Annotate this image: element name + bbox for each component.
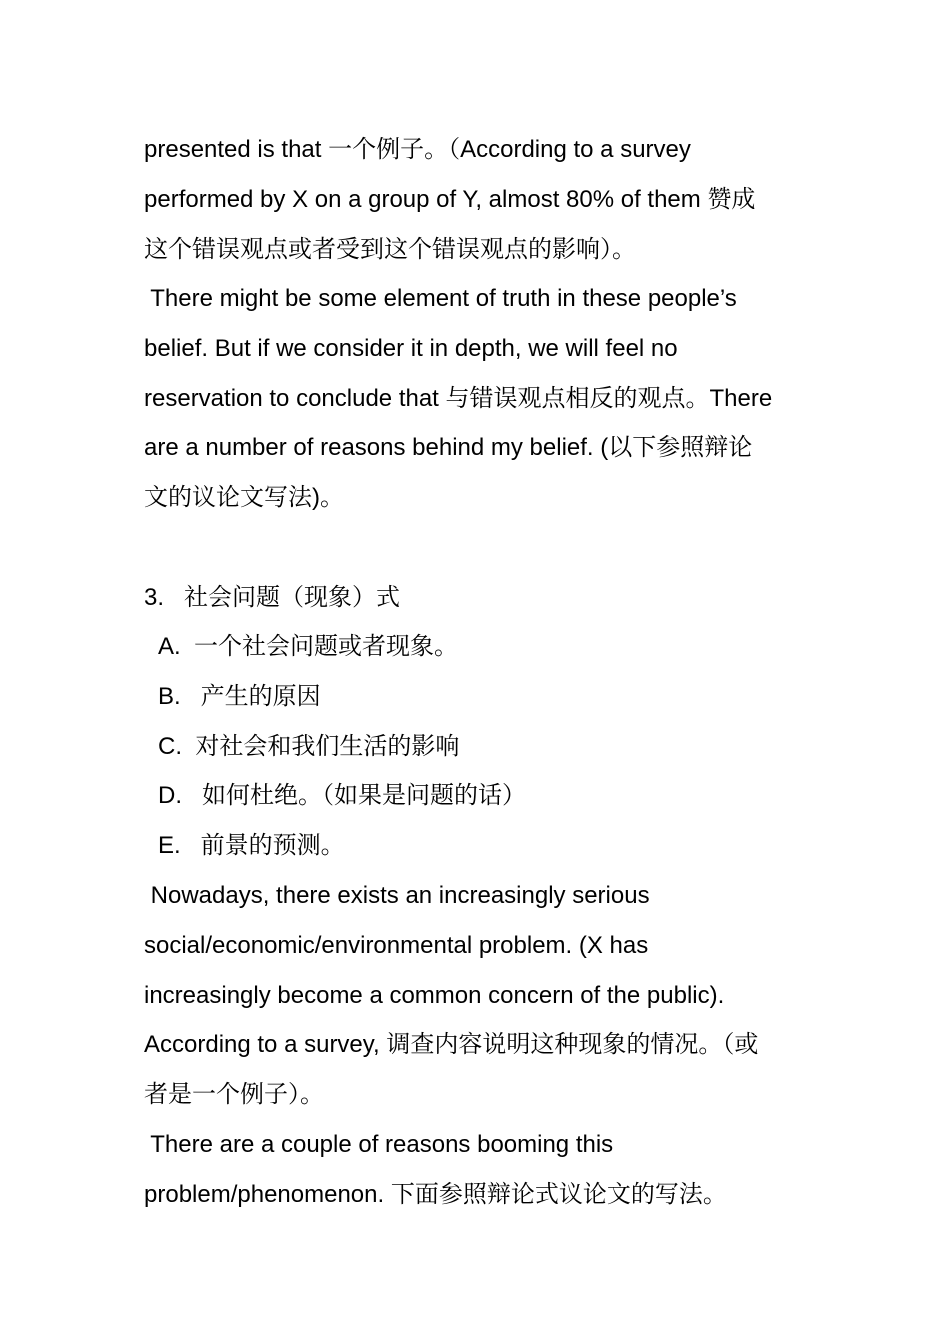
paragraph-1-line-1: presented is that 一个例子。（According to a survey [144,136,691,163]
paragraph-1-line-3: 这个错误观点或者受到这个错误观点的影响）。 [144,236,636,263]
section-3-heading: 3. 社会问题（现象）式 [144,584,401,611]
paragraph-4-line-2: problem/phenomenon. 下面参照辩论式议论文的写法。 [144,1181,727,1208]
section-3-item-c: C. 对社会和我们生活的影响 [158,733,460,760]
section-3-item-b: B. 产生的原因 [158,683,321,710]
paragraph-3-line-3: increasingly become a common concern of the public). [144,982,725,1009]
paragraph-3-line-2: social/economic/environmental problem. (X has [144,932,649,959]
paragraph-4-line-1: There are a couple of reasons booming this [144,1131,614,1158]
section-3-item-a: A. 一个社会问题或者现象。 [158,633,459,660]
paragraph-2-line-4: are a number of reasons behind my belief. (以下参照辩论 [144,434,753,461]
section-3-item-e: E. 前景的预测。 [158,832,345,859]
paragraph-2-line-1: There might be some element of truth in these people’s [144,285,737,312]
paragraph-1-line-2: performed by X on a group of Y, almost 80% of them 赞成 [144,186,756,213]
paragraph-3-line-5: 者是一个例子）。 [144,1081,324,1108]
section-3-item-d: D. 如何杜绝。（如果是问题的话） [158,782,527,809]
paragraph-2-line-2: belief. But if we consider it in depth, we will feel no [144,335,678,362]
paragraph-2-line-5: 文的议论文写法)。 [144,484,344,511]
paragraph-2-line-3: reservation to conclude that 与错误观点相反的观点。There [144,385,773,412]
paragraph-3-line-4: According to a survey, 调查内容说明这种现象的情况。（或 [144,1031,759,1058]
paragraph-3-line-1: Nowadays, there exists an increasingly serious [144,882,650,909]
